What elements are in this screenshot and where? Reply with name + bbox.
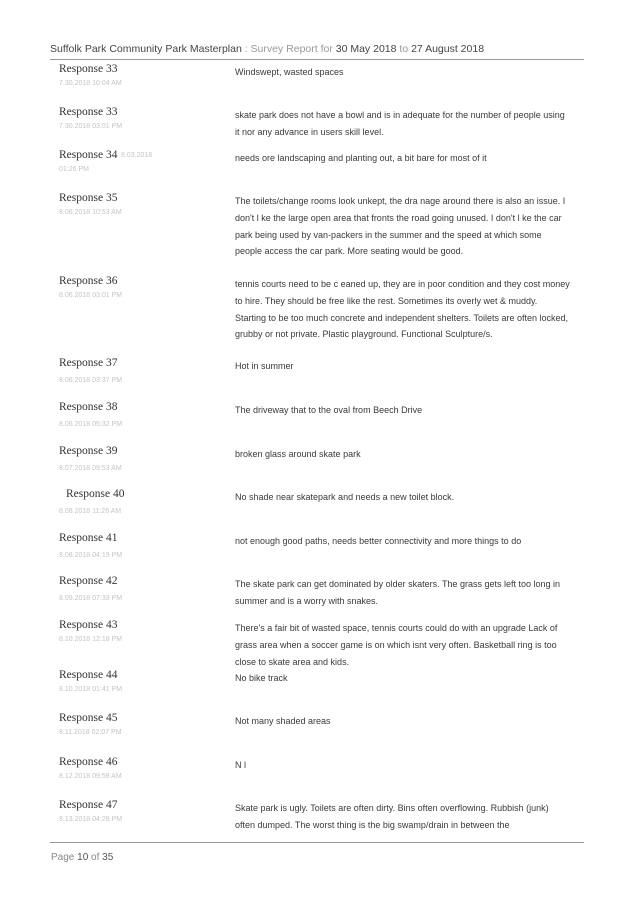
response-text: tennis courts need to be c eaned up, they are in poor condition and they cost money to hire. They should be free like the rest. Sometimes its overly wet & muddy. Starting to be too much concrete and independent shelters. Toilets are often locked, grubby or not private. Plastic playground. Functional Sculpture/s.	[235, 279, 570, 340]
response-text: broken glass around skate park	[235, 449, 361, 459]
response-date: 8.10.2018 12:18 PM	[59, 636, 123, 643]
response-title: Response 44	[59, 669, 118, 681]
header-divider	[50, 59, 584, 60]
response-date: 8.07.2018 09:53 AM	[59, 465, 122, 472]
response-date: 8.13.2018 04:28 PM	[59, 816, 123, 823]
page-header	[50, 43, 590, 55]
response-title: Response 47	[59, 799, 118, 811]
response-text: N l	[235, 760, 246, 770]
response-text: No bike track	[235, 673, 288, 683]
response-title: Response 35	[59, 192, 118, 204]
response-title: Response 38	[59, 401, 118, 413]
response-text: The skate park can get dominated by older skaters. The grass gets left too long in summer and is a worry with snakes.	[235, 579, 561, 606]
response-date: 8.06.2018 10:53 AM	[59, 209, 122, 216]
response-date: 8.06.2018 05:32 PM	[59, 421, 123, 428]
response-date: 8.10.2018 01:41 PM	[59, 686, 123, 693]
response-title: Response 34	[59, 149, 118, 161]
response-date: 8.12.2018 09:58 AM	[59, 773, 122, 780]
response-date: 8.08.2018 11:26 AM	[59, 508, 122, 515]
response-title: Response 45	[59, 712, 118, 724]
report-date-end: 27 August 2018	[411, 43, 485, 55]
response-date: 8.08.2018 04:19 PM	[59, 552, 123, 559]
response-title: Response 42	[59, 575, 118, 587]
response-date: 7.30.2018 03:01 PM	[59, 123, 123, 130]
response-date: 8.09.2018 07:33 PM	[59, 595, 123, 602]
response-title: Response 33	[59, 63, 118, 75]
response-title: Response 39	[59, 445, 118, 457]
response-text: Hot in summer	[235, 361, 294, 371]
page-footer	[51, 852, 113, 863]
response-date: 8.06.2018 03:37 PM	[59, 377, 123, 384]
response-text: The driveway that to the oval from Beech Drive	[235, 405, 423, 415]
response-title: Response 46	[59, 756, 118, 768]
report-title: Suffolk Park Community Park Masterplan	[50, 43, 242, 55]
response-title: Response 37	[59, 357, 118, 369]
response-date: 8.03.2018	[121, 152, 153, 159]
response-text: There's a fair bit of wasted space, tennis courts could do with an upgrade Lack of grass area when a soccer game is on which isnt very often. Basketball ring is too close to skate area and kids.	[235, 623, 558, 667]
page-of: of	[88, 852, 103, 863]
report-date-start: 30 May 2018	[335, 43, 397, 55]
response-text: Windswept, wasted spaces	[235, 67, 344, 77]
response-title: Response 36	[59, 275, 118, 287]
response-text: skate park does not have a bowl and is in adequate for the number of people using it nor any advance in users skill level.	[235, 110, 565, 137]
response-text: The toilets/change rooms look unkept, the dra nage around there is also an issue. I don't l ke the large open area that fronts the road going unused. I don't l ke the car park being used by van-packers in the summer and the speed at which some people access the car park. More seating would be good.	[235, 196, 566, 257]
response-title: Response 43	[59, 619, 118, 631]
page-total: 35	[102, 852, 114, 863]
response-text: needs ore landscaping and planting out, a bit bare for most of it	[235, 153, 487, 163]
page-number: 10	[77, 852, 89, 863]
response-title: Response 40	[66, 488, 125, 500]
response-time: 01:26 PM	[59, 166, 89, 173]
response-text: No shade near skatepark and needs a new toilet block.	[235, 492, 455, 502]
response-date: 8.11.2018 02:07 PM	[59, 729, 122, 736]
response-text: Not many shaded areas	[235, 716, 331, 726]
page-label: Page	[51, 852, 78, 863]
response-text: Skate park is ugly. Toilets are often dirty. Bins often overflowing. Rubbish (junk) often dumped. The worst thing is the big swamp/drain in between the	[235, 803, 549, 830]
report-date-to: to	[396, 43, 412, 55]
response-date: 8.06.2018 03:01 PM	[59, 292, 123, 299]
footer-divider	[50, 842, 584, 843]
report-subtitle-prefix: : Survey Report for	[241, 43, 336, 55]
response-text: not enough good paths, needs better connectivity and more things to do	[235, 536, 522, 546]
response-title: Response 41	[59, 532, 118, 544]
response-date: 7.30.2018 10:04 AM	[59, 80, 122, 87]
response-title: Response 33	[59, 106, 118, 118]
